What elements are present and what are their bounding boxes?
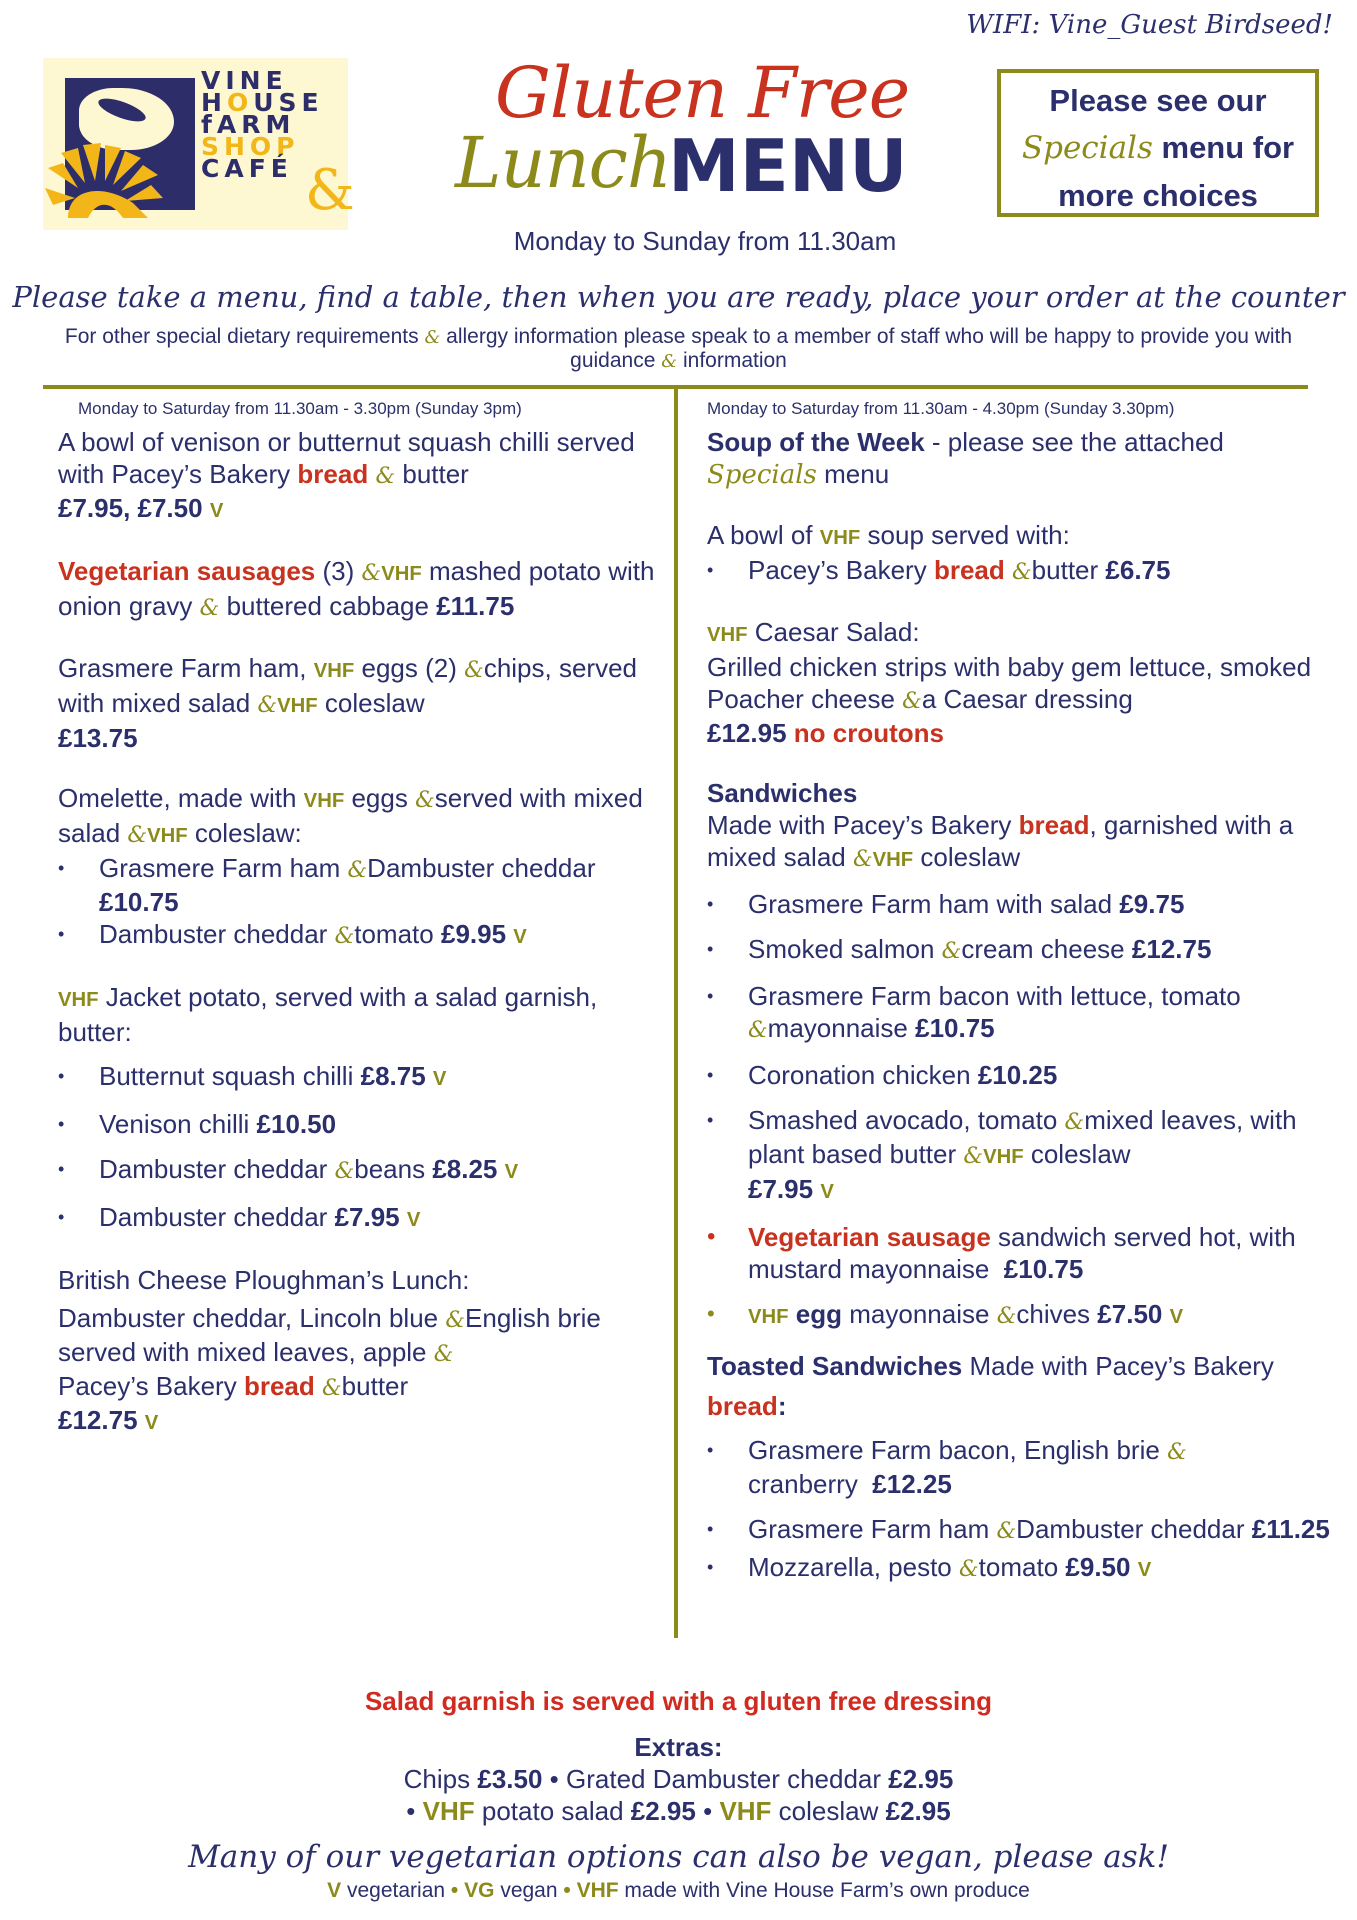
item-text: Smoked salmon bbox=[748, 934, 935, 964]
ampersand: & bbox=[748, 1017, 768, 1043]
menu-item-caesar-salad bbox=[707, 616, 1342, 749]
item-text: butter bbox=[402, 459, 469, 489]
item-text: A bowl of venison or butternut squash chilli served with Pacey’s Bakery bbox=[58, 427, 635, 489]
price: £9.75 bbox=[1119, 889, 1185, 919]
item-text: Grasmere Farm ham bbox=[748, 1514, 990, 1544]
logo-h: H bbox=[201, 88, 227, 117]
bread-highlight: bread bbox=[243, 1371, 315, 1401]
ampersand: & bbox=[433, 1341, 454, 1367]
list-item bbox=[58, 852, 658, 918]
specials-script: Specials bbox=[1021, 130, 1153, 166]
item-text: Coronation chicken bbox=[748, 1060, 971, 1090]
menu-item-vegetarian-sausages bbox=[58, 555, 658, 624]
no-croutons-note: no croutons bbox=[793, 718, 944, 748]
ampersand: & bbox=[464, 657, 484, 683]
price: £8.25 bbox=[432, 1154, 498, 1184]
item-text: Dambuster cheddar bbox=[99, 1202, 328, 1232]
jacket-options bbox=[58, 1060, 658, 1236]
price: £7.95 bbox=[334, 1202, 400, 1232]
item-text: eggs (2) bbox=[361, 653, 457, 683]
item-text: tomato bbox=[354, 919, 434, 949]
vhf-badge: VHF bbox=[147, 825, 188, 847]
item-text: cranberry bbox=[748, 1469, 858, 1499]
price: £2.95 bbox=[888, 1764, 954, 1794]
item-text: Pacey’s Bakery bbox=[58, 1371, 237, 1401]
ampersand: & bbox=[199, 595, 220, 621]
menu-item-ploughmans bbox=[58, 1264, 658, 1439]
ampersand: & bbox=[127, 822, 148, 848]
item-text: Pacey’s Bakery bbox=[748, 555, 927, 585]
item-text: Grasmere Farm bacon, English brie bbox=[748, 1435, 1160, 1465]
price: £9.95 bbox=[440, 919, 507, 949]
item-title: British Cheese Ploughman’s Lunch: bbox=[58, 1265, 470, 1295]
list-item bbox=[58, 1153, 658, 1188]
specials-line2-rest: menu for bbox=[1161, 130, 1295, 165]
item-text: tomato bbox=[978, 1552, 1059, 1582]
item-text: Grasmere Farm ham bbox=[99, 853, 341, 883]
column-divider bbox=[674, 389, 678, 1638]
ampersand: & bbox=[941, 938, 962, 964]
item-text: Grilled chicken strips with baby gem lettuce, smoked Poacher cheese bbox=[707, 652, 1312, 714]
vegetarian-badge: V bbox=[209, 500, 224, 522]
vegetarian-badge: V bbox=[504, 1161, 519, 1183]
separator: • bbox=[450, 1879, 459, 1902]
price: £12.25 bbox=[872, 1469, 952, 1499]
ampersand: & bbox=[415, 787, 435, 813]
separator: • bbox=[406, 1796, 416, 1826]
price: £10.75 bbox=[1003, 1254, 1084, 1284]
item-text: mashed potato with onion gravy bbox=[58, 556, 655, 621]
item-text: chips, served with mixed salad bbox=[58, 653, 637, 718]
item-text: a Caesar dressing bbox=[921, 684, 1133, 714]
legend-vhf: VHF bbox=[576, 1879, 619, 1902]
item-text: beans bbox=[354, 1154, 426, 1184]
price: £10.50 bbox=[256, 1109, 337, 1139]
price: £10.25 bbox=[977, 1060, 1058, 1090]
vegan-note: Many of our vegetarian options can also be vegan, please ask! bbox=[188, 1839, 1169, 1875]
item-text: Grasmere Farm ham, bbox=[58, 653, 307, 683]
price: £12.95 bbox=[707, 718, 787, 748]
vegetarian-badge: V bbox=[820, 1181, 834, 1203]
legend-text: vegetarian bbox=[347, 1879, 446, 1902]
item-name: Vegetarian sausage bbox=[748, 1222, 991, 1252]
item-text: coleslaw bbox=[324, 688, 425, 718]
item-text: coleslaw: bbox=[194, 818, 302, 848]
price: £7.95, £7.50 bbox=[58, 493, 203, 523]
footer bbox=[0, 1685, 1357, 1905]
list-item bbox=[707, 1298, 1342, 1333]
specials-line3: more choices bbox=[1058, 178, 1258, 213]
ampersand: & bbox=[375, 463, 396, 489]
item-text: Dambuster cheddar, Lincoln blue bbox=[58, 1303, 439, 1333]
price: £11.25 bbox=[1251, 1514, 1330, 1544]
vhf-badge: VHF bbox=[819, 527, 861, 549]
menu-item-soup-of-week bbox=[707, 426, 1342, 491]
item-text: Dambuster cheddar bbox=[99, 1154, 328, 1184]
dietary-text-3: information bbox=[682, 349, 787, 372]
vhf-badge: VHF bbox=[983, 1146, 1024, 1168]
left-hours: Monday to Saturday from 11.30am - 3.30pm (Sunday 3pm) bbox=[78, 399, 522, 418]
section-title: Sandwiches bbox=[707, 778, 858, 808]
list-item bbox=[707, 1221, 1342, 1285]
ampersand: & bbox=[996, 1518, 1017, 1544]
vegetarian-badge: V bbox=[144, 1412, 159, 1434]
vegetarian-badge: V bbox=[513, 926, 527, 948]
price: £12.75 bbox=[1131, 934, 1212, 964]
specials-line1: Please see our bbox=[1049, 83, 1267, 118]
item-text: Omelette, made with bbox=[58, 783, 297, 813]
list-item bbox=[707, 1513, 1342, 1547]
list-item bbox=[707, 1059, 1342, 1091]
vhf-badge: VHF bbox=[707, 624, 748, 646]
item-text: Dambuster cheddar bbox=[1016, 1514, 1245, 1544]
logo-line-cafe: CAFÉ bbox=[201, 154, 293, 183]
list-item bbox=[58, 1201, 658, 1236]
vhf-badge: VHF bbox=[313, 660, 355, 682]
item-text: cream cheese bbox=[961, 934, 1125, 964]
vegetarian-badge: V bbox=[432, 1068, 447, 1090]
item-text: served with mixed salad bbox=[58, 783, 643, 848]
item-text: Grasmere Farm bacon with lettuce, tomato bbox=[748, 981, 1241, 1011]
title-lunch: Lunch bbox=[455, 122, 671, 204]
bread-highlight: bread bbox=[933, 555, 1005, 585]
vhf-badge: VHF bbox=[303, 790, 345, 812]
sunflower-icon bbox=[43, 143, 168, 218]
menu-item-chilli-bowl bbox=[58, 426, 658, 527]
price: £13.75 bbox=[58, 723, 138, 753]
list-item bbox=[707, 980, 1342, 1046]
extra-name: Chips bbox=[403, 1764, 471, 1794]
section-title: Toasted Sandwiches bbox=[707, 1351, 963, 1381]
extras-title: Extras: bbox=[634, 1732, 723, 1762]
ampersand: & bbox=[445, 1307, 466, 1333]
price: £12.75 bbox=[58, 1405, 138, 1435]
item-title: Caesar Salad: bbox=[754, 617, 920, 647]
list-item bbox=[707, 933, 1342, 967]
ampersand: & bbox=[361, 560, 382, 586]
item-text: butter bbox=[1031, 555, 1099, 585]
item-text: A bowl of bbox=[707, 520, 813, 550]
item-text: chives bbox=[1016, 1299, 1091, 1329]
list-item bbox=[707, 1434, 1342, 1500]
vegetarian-badge: V bbox=[1169, 1306, 1184, 1328]
price: £8.75 bbox=[360, 1061, 426, 1091]
item-text: Dambuster cheddar bbox=[99, 919, 328, 949]
ampersand: & bbox=[257, 692, 278, 718]
price: £2.95 bbox=[885, 1796, 951, 1826]
vhf-badge: VHF bbox=[422, 1796, 475, 1826]
list-item bbox=[58, 1060, 658, 1095]
soup-options bbox=[707, 554, 1342, 588]
item-name: Soup of the Week bbox=[707, 427, 925, 457]
price: £7.50 bbox=[1097, 1299, 1163, 1329]
menu-item-jacket-potato bbox=[58, 981, 658, 1236]
ampersand: & bbox=[902, 688, 922, 714]
vhf-badge: VHF bbox=[719, 1796, 772, 1826]
extra-name: • Grated Dambuster cheddar bbox=[549, 1764, 882, 1794]
ampersand: & bbox=[1012, 559, 1032, 585]
menu-item-soup-bowl bbox=[707, 519, 1342, 588]
item-text: sandwich served hot, with mustard mayonnaise bbox=[748, 1222, 1296, 1284]
specials-notice-box bbox=[997, 69, 1319, 217]
price: £2.95 bbox=[630, 1796, 696, 1826]
item-text: Grasmere Farm ham with salad bbox=[748, 889, 1113, 919]
price: £9.50 bbox=[1065, 1552, 1131, 1582]
vhf-badge: VHF bbox=[277, 695, 318, 717]
item-text: mayonnaise bbox=[767, 1013, 908, 1043]
logo-ampersand: & bbox=[305, 158, 355, 223]
price: £10.75 bbox=[915, 1013, 995, 1043]
list-item bbox=[707, 888, 1342, 920]
logo-line-farm: fARM bbox=[201, 110, 296, 139]
separator: • bbox=[703, 1796, 713, 1826]
ampersand: & bbox=[424, 327, 441, 348]
item-text: butter bbox=[341, 1371, 409, 1401]
item-text: egg bbox=[795, 1299, 843, 1329]
vegetarian-badge: V bbox=[406, 1209, 421, 1231]
legend-v: V bbox=[327, 1879, 342, 1902]
item-text: mayonnaise bbox=[849, 1299, 990, 1329]
ampersand: & bbox=[963, 1143, 984, 1169]
bread-highlight: bread bbox=[707, 1391, 778, 1421]
menu-item-omelette bbox=[58, 782, 658, 953]
item-text: coleslaw bbox=[920, 842, 1021, 872]
legend-text: vegan bbox=[500, 1879, 558, 1902]
item-text: mixed leaves, with plant based butter bbox=[748, 1105, 1297, 1169]
price: £10.75 bbox=[99, 887, 179, 917]
title-menu: MENU bbox=[668, 124, 908, 208]
dietary-text-1: For other special dietary requirements bbox=[64, 325, 419, 348]
vhf-badge: VHF bbox=[381, 563, 422, 585]
specials-line2 bbox=[1001, 124, 1315, 172]
legend-text: made with Vine House Farm’s own produce bbox=[624, 1879, 1030, 1902]
extra-name: potato salad bbox=[481, 1796, 624, 1826]
ampersand: & bbox=[322, 1375, 342, 1401]
ampersand: & bbox=[959, 1556, 979, 1582]
item-text: eggs bbox=[351, 783, 408, 813]
ampersand: & bbox=[334, 1158, 355, 1184]
vhf-badge: VHF bbox=[58, 989, 99, 1011]
ordering-instructions: Please take a menu, find a table, then when you are ready, place your order at the counter bbox=[12, 280, 1345, 314]
extra-name: coleslaw bbox=[778, 1796, 879, 1826]
logo-o: O bbox=[226, 88, 254, 117]
item-text: English brie served with mixed leaves, apple bbox=[58, 1303, 601, 1367]
list-item bbox=[707, 1104, 1342, 1208]
vegetarian-badge: V bbox=[1137, 1559, 1152, 1581]
item-name: Vegetarian sausages bbox=[58, 556, 316, 586]
price: £7.95 bbox=[748, 1174, 814, 1204]
item-text: - please see the attached bbox=[931, 427, 1224, 457]
logo-line-vine: VINE bbox=[201, 66, 288, 95]
item-text: Dambuster cheddar bbox=[367, 853, 596, 883]
list-item bbox=[58, 918, 658, 953]
right-column bbox=[707, 396, 1342, 1599]
ampersand: & bbox=[334, 923, 355, 949]
menu-item-ham-eggs bbox=[58, 652, 658, 754]
legend-vg: VG bbox=[464, 1879, 495, 1902]
extras-line-1 bbox=[0, 1763, 1357, 1795]
colon: : bbox=[777, 1391, 787, 1421]
toasted-options bbox=[707, 1434, 1342, 1586]
vhf-badge: VHF bbox=[872, 849, 914, 871]
dietary-note bbox=[60, 325, 1297, 373]
bread-highlight: bread bbox=[1018, 810, 1090, 840]
item-text: Butternut squash chilli bbox=[99, 1061, 354, 1091]
item-text: Made with Pacey’s Bakery bbox=[969, 1351, 1274, 1381]
item-text: Mozzarella, pesto bbox=[748, 1552, 952, 1582]
item-text: , garnished with a mixed salad bbox=[707, 810, 1294, 872]
price: £6.75 bbox=[1105, 555, 1171, 585]
item-text: coleslaw bbox=[1030, 1139, 1131, 1169]
vine-house-farm-logo bbox=[43, 58, 355, 230]
ampersand: & bbox=[661, 351, 678, 372]
ampersand: & bbox=[1064, 1109, 1085, 1135]
omelette-options bbox=[58, 852, 658, 953]
price: £3.50 bbox=[477, 1764, 543, 1794]
item-text: Made with Pacey’s Bakery bbox=[707, 810, 1012, 840]
sandwich-options bbox=[707, 888, 1342, 1333]
item-text: menu bbox=[824, 459, 890, 489]
extras-line-2 bbox=[0, 1795, 1357, 1827]
list-item bbox=[707, 554, 1342, 588]
left-column bbox=[58, 396, 658, 1467]
opening-hours: Monday to Sunday from 11.30am bbox=[513, 226, 897, 256]
toasted-sandwiches-section bbox=[707, 1346, 1342, 1586]
list-item bbox=[58, 1108, 658, 1140]
item-text: (3) bbox=[322, 556, 355, 586]
ampersand: & bbox=[347, 857, 368, 883]
item-text: Jacket potato, served with a salad garnish, butter: bbox=[58, 982, 598, 1047]
salad-dressing-note: Salad garnish is served with a gluten free dressing bbox=[364, 1686, 993, 1716]
wifi-info: WIFI: Vine_Guest Birdseed! bbox=[966, 10, 1333, 40]
ampersand: & bbox=[852, 846, 873, 872]
vhf-badge: VHF bbox=[748, 1306, 789, 1328]
dietary-legend bbox=[0, 1877, 1357, 1905]
item-text: soup served with: bbox=[867, 520, 1070, 550]
dietary-text-2: allergy information please speak to a member of staff who will be happy to provide you with guidance bbox=[446, 325, 1293, 372]
logo-line-shop: SHOP bbox=[201, 132, 300, 161]
item-text: Smashed avocado, tomato bbox=[748, 1105, 1058, 1135]
logo-use: USE bbox=[253, 88, 324, 117]
item-text: buttered cabbage bbox=[226, 591, 429, 621]
bread-highlight: bread bbox=[297, 459, 369, 489]
right-hours: Monday to Saturday from 11.30am - 4.30pm (Sunday 3.30pm) bbox=[707, 399, 1175, 418]
title-gluten-free: Gluten Free bbox=[495, 52, 910, 134]
specials-script: Specials bbox=[707, 460, 817, 490]
separator: • bbox=[563, 1879, 571, 1902]
item-text: Venison chilli bbox=[99, 1109, 250, 1139]
ampersand: & bbox=[996, 1303, 1017, 1329]
sandwiches-section bbox=[707, 777, 1342, 1333]
price: £11.75 bbox=[436, 591, 515, 621]
ampersand: & bbox=[1167, 1439, 1187, 1465]
list-item bbox=[707, 1551, 1342, 1586]
